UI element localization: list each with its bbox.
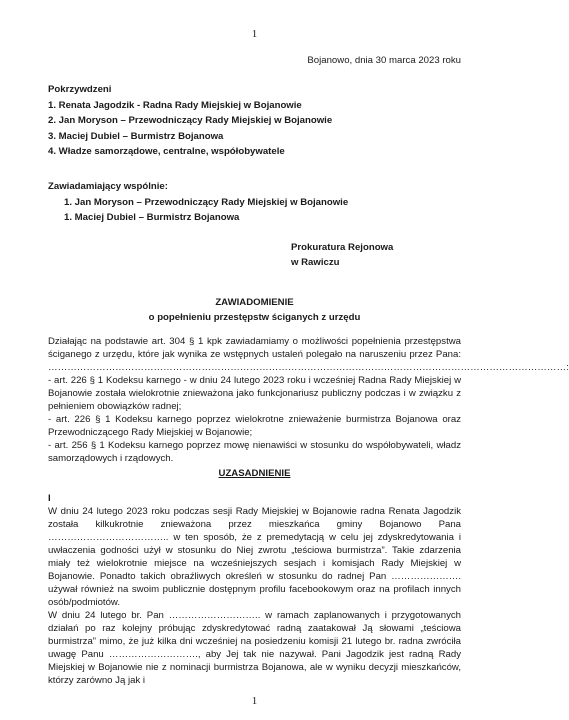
intro-paragraph: - art. 226 § 1 Kodeksu karnego - w dniu 24 lutego 2023 roku i wcześniej Radna Rady Miejskiej w Bojanowie została wielokrotnie znieważona jako funkcjonariusz publiczny podczas i w związku z pełnieniem obowiązków radnej; <box>48 375 461 412</box>
aggrieved-item: 4. Władze samorządowe, centralne, współobywatele <box>48 146 285 157</box>
aggrieved-heading: Pokrzywdzeni <box>48 84 112 95</box>
page-number-bottom: 1 <box>251 695 258 707</box>
page-number-top: 1 <box>251 28 258 40</box>
notifier-item: 1. Jan Moryson – Przewodniczący Rady Miejskiej w Bojanowie <box>64 196 349 208</box>
aggrieved-item: 1. Renata Jagodzik - Radna Rady Miejskiej w Bojanowie <box>48 99 302 111</box>
document-title <box>0 296 509 326</box>
section-roman-numeral: I <box>48 493 51 504</box>
intro-text <box>48 335 569 465</box>
addressee <box>291 241 393 271</box>
justification-text <box>48 505 461 687</box>
title-sub: o popełnieniu przestępstw ściganych z urzędu <box>148 312 361 323</box>
aggrieved-item: 2. Jan Moryson – Przewodniczący Rady Miejskiej w Bojanowie <box>48 115 333 126</box>
addressee-line: Prokuratura Rejonowa <box>291 242 394 253</box>
date-line: Bojanowo, dnia 30 marca 2023 roku <box>307 55 461 66</box>
aggrieved-section <box>48 83 332 161</box>
intro-paragraph: - art. 226 § 1 Kodeksu karnego poprzez wielokrotne znieważenie burmistrza Bojanowa oraz Przewodniczącego Rady Miejskiej w Bojanowie; <box>48 414 461 438</box>
body-paragraph: W dniu 24 lutego 2023 roku podczas sesji Rady Miejskiej w Bojanowie radna Renata Jagodzik została kilkukrotnie znieważona przez mieszkańca gminy Bojanowo Pana ……………………………….. w ten sposób, że z premedytacją w celu jej zdyskredytowania i uwłaczenia godności użył w stosunku do Niej zwrotu „teściowa burmistrza”. Takie zdarzenia miały też wielokrotnie miejsce na wcześniejszych sesjach i komisjach Rady Miejskiej w Bojanowie. Ponadto takich obraźliwych określeń w stosunku do radnej Pan …………………. używał również na swoim publicznie dostępnym profilu facebookowym oraz na profilach innych osób/podmiotów. <box>48 506 461 608</box>
notifiers-section <box>48 180 348 227</box>
addressee-line: w Rawiczu <box>291 257 340 268</box>
body-paragraph: W dniu 24 lutego br. Pan ……………………….. w ramach zaplanowanych i przygotowanych działań po raz kolejny próbując zdyskredytować radną zaatakował Ją słowami „teściowa burmistrza” mimo, że już kilka dni wcześniej na posiedzeniu komisji 21 lutego br. radna zwróciła uwagę Panu ………………………., aby Jej tak nie nazywał. Pani Jagodzik jest radną Rady Miejskiej w Bojanowie nie z nominacji burmistrza Bojanowa, ale w wyniku decyzji mieszkańców, którzy zarówno Ją jak i <box>48 610 461 686</box>
aggrieved-item: 3. Maciej Dubiel – Burmistrz Bojanowa <box>48 130 224 142</box>
notifiers-heading: Zawiadamiający wspólnie: <box>48 181 168 192</box>
title-main: ZAWIADOMIENIE <box>215 297 294 308</box>
intro-paragraph: Działając na podstawie art. 304 § 1 kpk zawiadamiamy o możliwości popełnienia przestępstwa ściganego z urzędu, które jak wynika ze wstępnych ustaleń polegało na naruszeniu przez Pana: ………………………………………………………………………………………………………………………………………………: <box>48 336 569 373</box>
section-title: UZASADNIENIE <box>218 468 291 479</box>
intro-paragraph: - art. 256 § 1 Kodeksu karnego poprzez mowę nienawiści w stosunku do współobywateli, władz samorządowych i rządowych. <box>48 440 461 464</box>
notifier-item: 1. Maciej Dubiel – Burmistrz Bojanowa <box>64 212 240 223</box>
